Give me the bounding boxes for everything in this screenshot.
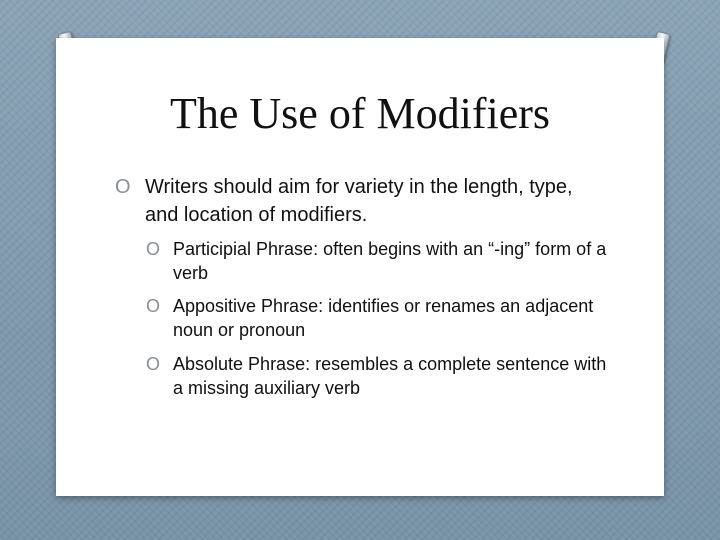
bullet-marker-icon: O xyxy=(146,239,161,259)
bullet-marker-icon: O xyxy=(146,296,161,316)
bullet-marker-icon: O xyxy=(146,354,161,374)
sub-bullet-text: Appositive Phrase: identifies or renames an adjacent noun or pronoun xyxy=(173,296,594,340)
bullet-marker-icon: O xyxy=(115,176,131,198)
sub-bullet-participial xyxy=(146,237,616,285)
main-bullet-text: Writers should aim for variety in the length, type, and location of modifiers. xyxy=(145,176,573,226)
sub-bullet-appositive xyxy=(146,294,616,342)
sub-bullet-text: Participial Phrase: often begins with an “-ing” form of a verb xyxy=(173,239,607,283)
main-bullet xyxy=(115,173,585,229)
sub-bullet-text: Absolute Phrase: resembles a complete sentence with a missing auxiliary verb xyxy=(173,354,607,398)
sub-bullet-absolute xyxy=(146,352,616,400)
slide-title: The Use of Modifiers xyxy=(169,89,550,138)
